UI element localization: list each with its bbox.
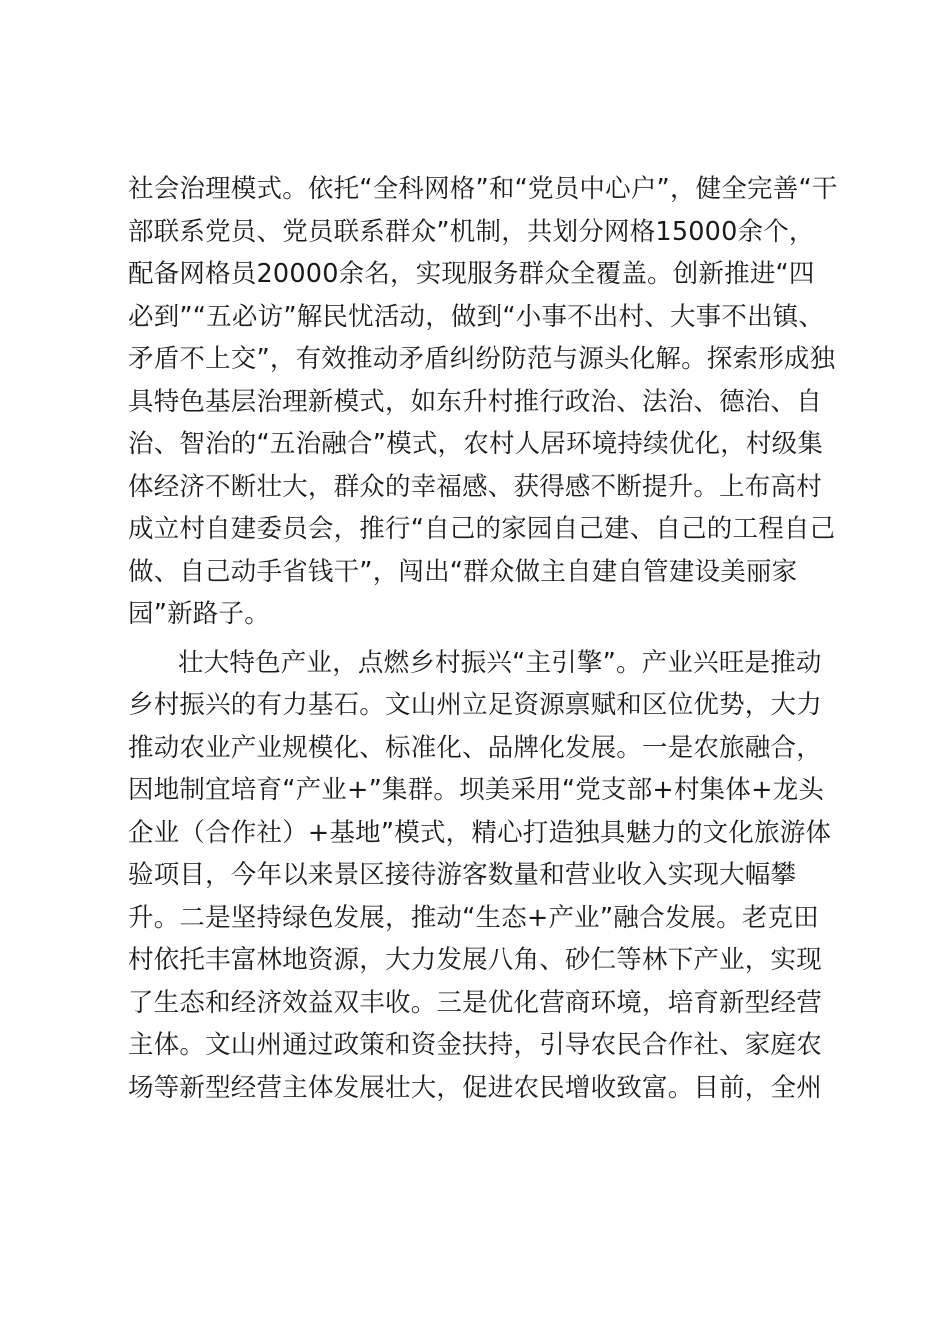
text-line: 具特色基层治理新模式，如东升村推行政治、法治、德治、自 (128, 386, 822, 417)
text-line: 配备网格员20000余名，实现服务群众全覆盖。创新推进“四 (128, 259, 815, 289)
text-line: 了生态和经济效益双丰收。三是优化营商环境，培育新型经营 (128, 987, 822, 1018)
body-text (128, 168, 838, 1109)
text-line: 因地制宜培育“产业+”集群。坝美采用“党支部+村集体+龙头 (128, 775, 825, 805)
text-line: 推动农业产业规模化、标准化、品牌化发展。一是农旅融合， (128, 732, 822, 763)
text-line: 矛盾不上交”，有效推动矛盾纠纷防范与源头化解。探索形成独 (128, 344, 836, 374)
text-line: 升。二是坚持绿色发展，推动“生态+产业”融合发展。老克田 (128, 902, 819, 933)
text-line: 村依托丰富林地资源，大力发展八角、砂仁等林下产业，实现 (128, 945, 822, 975)
text-line: 主体。文山州通过政策和资金扶持，引导农民合作社、家庭农 (128, 1030, 822, 1060)
text-line: 成立村自建委员会，推行“自己的家园自己建、自己的工程自己 (128, 514, 836, 544)
text-line: 场等新型经营主体发展壮大，促进农民增收致富。目前，全州 (128, 1072, 822, 1103)
text-line: 必到”“五必访”解民忧活动，做到“小事不出村、大事不出镇、 (128, 301, 825, 332)
text-line: 乡村振兴的有力基石。文山州立足资源禀赋和区位优势，大力 (128, 690, 822, 720)
text-line: 部联系党员、党员联系群众”机制，共划分网格15000余个， (128, 216, 815, 247)
text-line: 治、智治的“五治融合”模式，农村人居环境持续优化，村级集 (128, 429, 824, 459)
text-line: 做、自己动手省钱干”，闯出“群众做主自建自管建设美丽家 (128, 556, 798, 587)
text-line: 壮大特色产业，点燃乡村振兴“主引擎”。产业兴旺是推动 (178, 647, 822, 678)
paragraph-2 (128, 642, 838, 1110)
text-line: 企业（合作社）+基地”模式，精心打造独具魅力的文化旅游体 (128, 817, 832, 848)
text-line: 社会治理模式。依托“全科网格”和“党员中心户”，健全完善“干 (128, 174, 838, 204)
text-line: 体经济不断壮大，群众的幸福感、获得感不断提升。上布高村 (128, 471, 822, 502)
text-line: 验项目，今年以来景区接待游客数量和营业收入实现大幅攀 (128, 860, 797, 890)
text-line: 园”新路子。 (128, 599, 270, 629)
paragraph-1 (128, 168, 838, 636)
